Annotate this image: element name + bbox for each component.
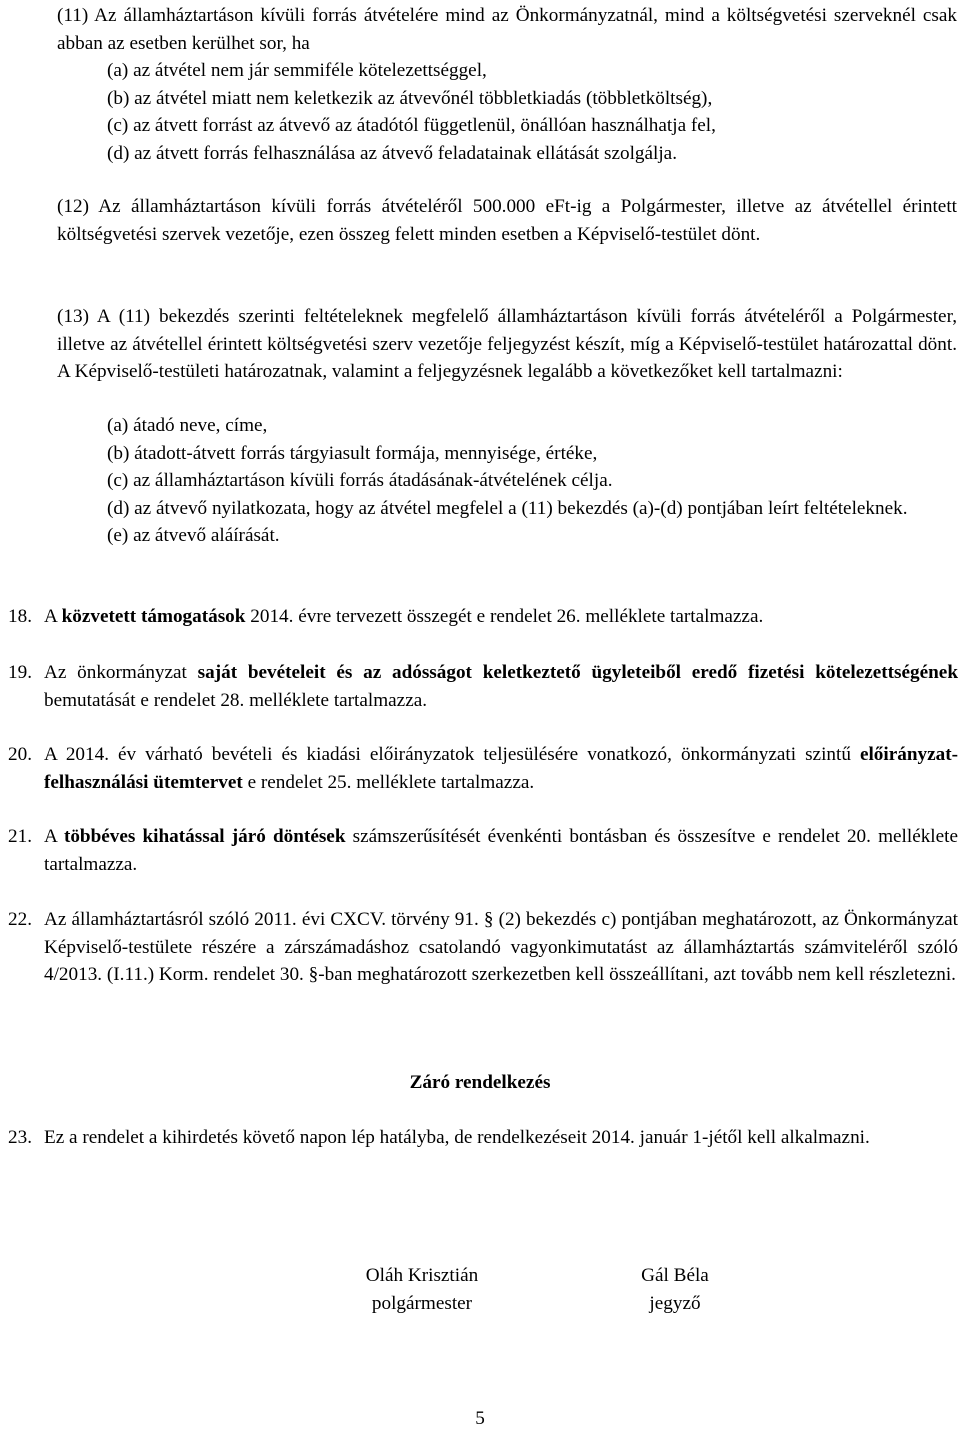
section-text: e rendelet 25. melléklete tartalmazza. [242, 771, 535, 793]
section-20 [8, 741, 958, 796]
section-20-body [8, 741, 958, 796]
paragraph-12-text: (12) Az államháztartáson kívüli forrás átvételéről 500.000 eFt-ig a Polgármester, illetve az átvétellel érintett költségvetési szervek vezetője, ezen összeg felett minden esetben a Képviselő-testület dönt. [57, 196, 957, 245]
section-bold-text: közvetett támogatások [61, 606, 246, 627]
signature-block [322, 1262, 522, 1317]
section-text: A [44, 606, 62, 627]
section-text: A 2014. év várható bevételi és kiadási előirányzatok teljesülésére vonatkozó, önkormányzati szintű [44, 744, 860, 765]
section-21 [8, 823, 958, 878]
section-bold-text: előirányzat-felhasználási ütemtervet [44, 744, 958, 793]
list-item: (d) az átvett forrás felhasználása az átvevő feladatainak ellátását szolgálja. [107, 142, 677, 164]
section-number: 20. [8, 744, 32, 765]
paragraph-13-list [107, 412, 957, 550]
section-18-body [8, 603, 958, 631]
section-number: 22. [8, 909, 32, 930]
list-item: (c) az átvett forrást az átvevő az átadótól függetlenül, önállóan használhatja fel, [107, 115, 716, 136]
list-item: (d) az átvevő nyilatkozata, hogy az átvétel megfelel a (11) bekezdés (a)-(d) pontjában leírt feltételeknek. [107, 497, 908, 519]
section-bold-text: saját bevételeit és az adósságot keletkeztető ügyleteiből eredő fizetési kötelezettségének [197, 662, 958, 683]
section-19 [8, 659, 958, 714]
section-21-body [8, 823, 958, 878]
section-number: 19. [8, 662, 32, 683]
paragraph-12 [57, 193, 957, 248]
section-heading: Záró rendelkezés [409, 1072, 551, 1093]
page-number: 5 [475, 1408, 485, 1429]
section-22 [8, 906, 958, 989]
list-item: (b) átadott-átvett forrás tárgyiasult formája, mennyisége, értéke, [107, 442, 598, 464]
section-text: számszerűsítését évenkénti bontásban és összesítve e rendelet 20. melléklete tartalmazza. [44, 826, 958, 875]
section-19-body [8, 659, 958, 714]
signature-block [575, 1262, 775, 1317]
section-text: Az önkormányzat [44, 662, 198, 683]
section-text: 2014. évre tervezett összegét e rendelet 26. melléklete tartalmazza. [245, 606, 764, 627]
paragraph-13-intro [57, 303, 957, 386]
paragraph-11-list [107, 57, 957, 167]
section-23 [8, 1124, 958, 1152]
section-22-body: Az államháztartásról szóló 2011. évi CXCV. törvény 91. § (2) bekezdés c) pontjában meghatározott, az Önkormányzat Képviselő-testülete részére a zárszámadáshoz csatolandó vagyonkimutatást az államháztartás számviteléről szóló 4/2013. (I.11.) Korm. rendelet 30. §-ban meghatározott szerkezetben kell összeállítani, azt tovább nem kell részletezni. [44, 909, 958, 985]
section-number: 21. [8, 826, 32, 847]
section-18 [8, 603, 958, 631]
paragraph-11-intro-text: (11) Az államháztartáson kívüli forrás átvételére mind az Önkormányzatnál, mind a költségvetési szerveknél csak abban az esetben kerülhet sor, ha [57, 5, 957, 54]
list-item: (c) az államháztartáson kívüli forrás átadásának-átvételének célja. [107, 470, 613, 491]
section-text: A [44, 826, 64, 847]
list-item: (b) az átvétel miatt nem keletkezik az átvevőnél többletkiadás (többletköltség), [107, 87, 713, 109]
section-number: 23. [8, 1127, 32, 1148]
signatory-name: Gál Béla [641, 1265, 709, 1286]
list-item: (e) az átvevő aláírását. [107, 525, 280, 546]
section-number: 18. [8, 606, 32, 627]
paragraph-11-intro [57, 2, 957, 57]
section-23-body: Ez a rendelet a kihirdetés követő napon lép hatályba, de rendelkezéseit 2014. január 1-jétől kell alkalmazni. [44, 1127, 870, 1148]
signatory-title: polgármester [371, 1292, 473, 1314]
signatory-title: jegyző [649, 1292, 701, 1314]
signatory-name: Oláh Krisztián [365, 1265, 479, 1286]
section-text: bemutatását e rendelet 28. melléklete tartalmazza. [44, 689, 428, 711]
list-item: (a) átadó neve, címe, [107, 415, 268, 436]
paragraph-13-intro-text: (13) A (11) bekezdés szerinti feltételeknek megfelelő államháztartáson kívüli forrás átvételéről a Polgármester, illetve az átvétellel érintett költségvetési szerv vezetője feljegyzést készít, míg a Képviselő-testület határozattal dönt. A Képviselő-testületi határozatnak, valamint a feljegyzésnek legalább a következőket kell tartalmazni: [57, 306, 957, 382]
list-item: (a) az átvétel nem jár semmiféle kötelezettséggel, [107, 60, 487, 81]
section-bold-text: többéves kihatással járó döntések [63, 826, 346, 847]
